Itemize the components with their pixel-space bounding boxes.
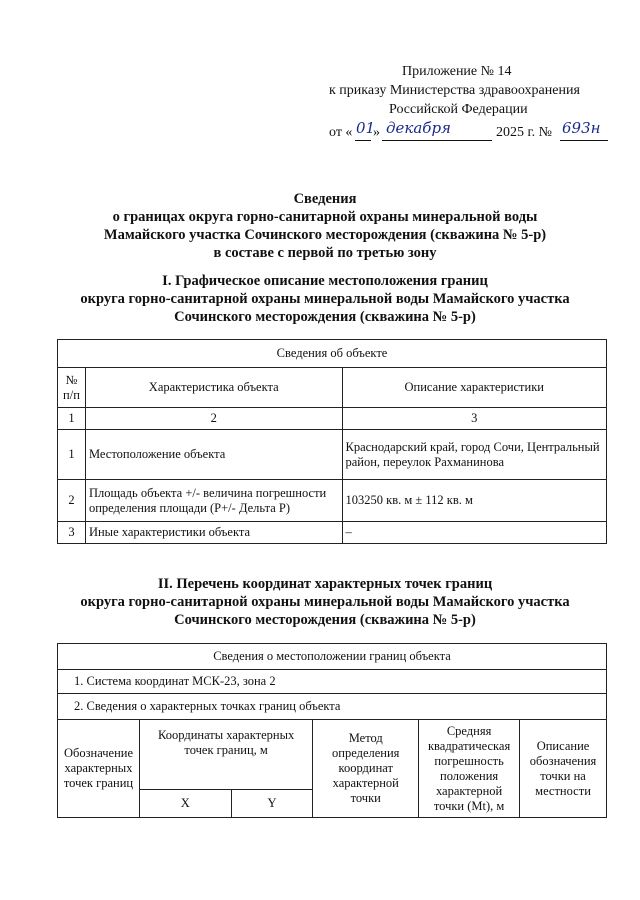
year-label: 2025 г. № xyxy=(496,125,553,140)
main-title-line: Мамайского участка Сочинского месторождения (скважина № 5-р) xyxy=(103,227,547,243)
row-number: 3 xyxy=(58,522,86,544)
column-header-method: Метод определения координат характерной точки xyxy=(313,720,419,818)
column-header-x: X xyxy=(139,790,231,818)
main-title-line: о границах округа горно-санитарной охраны минеральной воды xyxy=(112,209,538,225)
row-characteristic: Местоположение объекта xyxy=(85,430,342,480)
table-row xyxy=(58,480,607,522)
appendix-ministry: Российской Федерации xyxy=(389,102,528,117)
table-caption: Сведения о местоположении границ объекта xyxy=(58,644,607,670)
section2-heading-line: Сочинского месторождения (скважина № 5-р) xyxy=(174,612,476,628)
column-header: Описание характеристики xyxy=(342,368,607,408)
column-header-y: Y xyxy=(231,790,313,818)
coordinate-system: 1. Система координат МСК-23, зона 2 xyxy=(58,670,607,694)
row-characteristic: Иные характеристики объекта xyxy=(85,522,342,544)
main-title xyxy=(40,190,610,262)
row-description: Краснодарский край, город Сочи, Центральный район, переулок Рахманинова xyxy=(342,430,607,480)
appendix-number: Приложение № 14 xyxy=(402,64,512,79)
main-title-line: Сведения xyxy=(293,191,357,207)
main-title-line: в составе с первой по третью зону xyxy=(213,245,437,261)
column-header: № п/п xyxy=(58,368,86,408)
column-header-designation: Обозначение характерных точек границ xyxy=(58,720,140,818)
boundary-coordinates-table xyxy=(57,643,607,818)
appendix-header xyxy=(320,62,620,143)
section2-heading-line: II. Перечень координат характерных точек границ xyxy=(157,576,493,592)
object-info-table xyxy=(57,339,607,544)
from-label: от « xyxy=(329,125,353,140)
appendix-order-ref: к приказу Министерства здравоохранения xyxy=(329,83,580,98)
section1-heading-line: Сочинского месторождения (скважина № 5-р) xyxy=(174,309,476,325)
section2-heading xyxy=(40,575,610,629)
number-handwritten: 693н xyxy=(562,119,601,137)
column-header-error: Средняя квадратическая погрешность положения характерной точки (Mt), м xyxy=(419,720,520,818)
month-handwritten: декабря xyxy=(386,119,451,137)
appendix-date-line xyxy=(320,119,620,143)
table-row xyxy=(58,430,607,480)
column-header-description: Описание обозначения точки на местности xyxy=(520,720,607,818)
column-number: 1 xyxy=(58,408,86,430)
column-header-coordinates: Координаты характерных точек границ, м xyxy=(139,720,312,790)
row-description: 103250 кв. м ± 112 кв. м xyxy=(342,480,607,522)
table-caption: Сведения об объекте xyxy=(58,340,607,368)
section2-heading-line: округа горно-санитарной охраны минеральной воды Мамайского участка xyxy=(80,594,570,610)
quote-close: » xyxy=(373,125,380,140)
section1-heading xyxy=(40,272,610,326)
row-characteristic: Площадь объекта +/- величина погрешности определения площади (P+/- Дельта P) xyxy=(85,480,342,522)
points-info: 2. Сведения о характерных точках границ объекта xyxy=(58,694,607,720)
column-number: 3 xyxy=(342,408,607,430)
day-handwritten: 01 xyxy=(356,119,376,137)
column-number: 2 xyxy=(85,408,342,430)
table-row xyxy=(58,522,607,544)
row-number: 2 xyxy=(58,480,86,522)
row-number: 1 xyxy=(58,430,86,480)
row-description: – xyxy=(342,522,607,544)
section1-heading-line: I. Графическое описание местоположения границ xyxy=(162,273,488,289)
section1-heading-line: округа горно-санитарной охраны минеральной воды Мамайского участка xyxy=(80,291,570,307)
column-header: Характеристика объекта xyxy=(85,368,342,408)
